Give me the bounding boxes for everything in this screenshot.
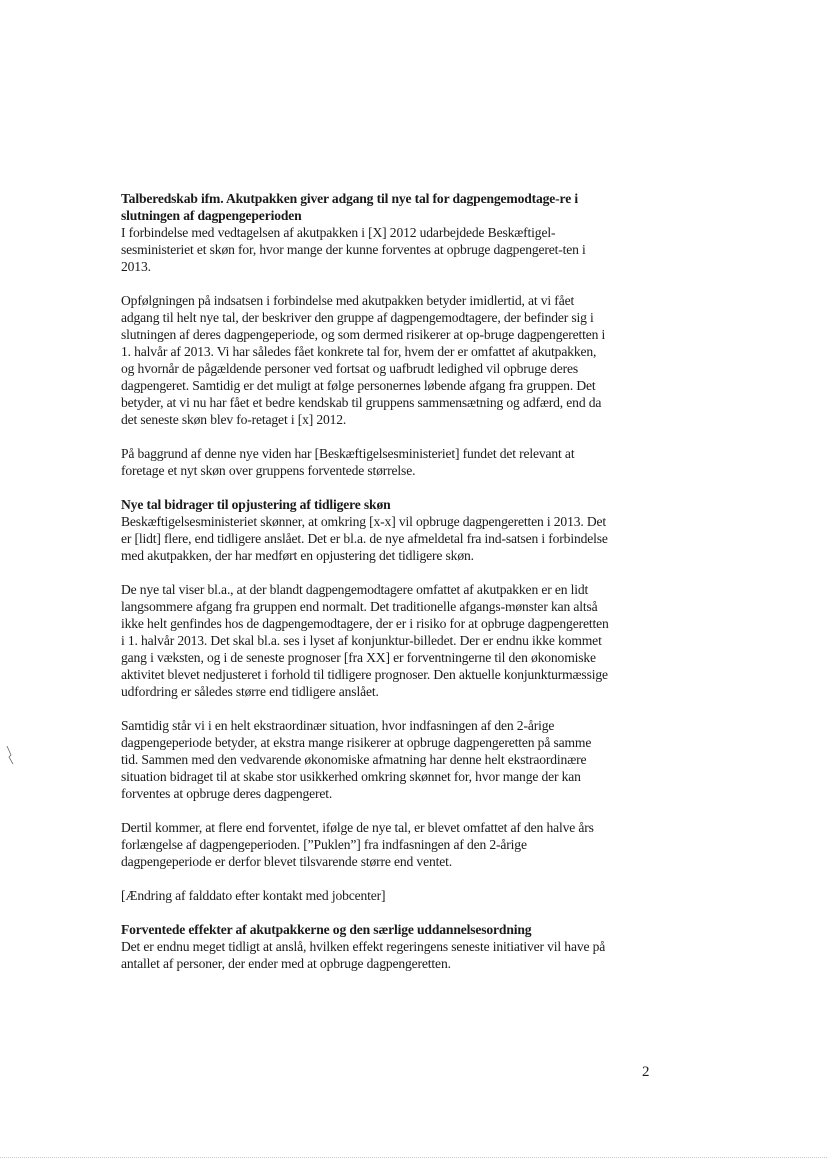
paragraph: Samtidig står vi i en helt ekstraordinær situation, hvor indfasningen af den 2-årige dagpengeperiode betyder, at ekstra mange risikerer at opbruge dagpengeretten på samme tid. Sammen med den vedvarende økonomiske afmatning har denne helt ekstraordinære situation bidraget til at skabe stor usikkerhed omkring skønnet for, hvor mange der kan forventes at opbruge deres dagpengeret. xyxy=(121,718,592,801)
paragraph: De nye tal viser bl.a., at der blandt dagpengemodtagere omfattet af akutpakken er en lidt langsommere afgang fra gruppen end normalt. Det traditionelle afgangs-mønster kan altså ikke helt genfindes hos de dagpengemodtagere, der er i risiko for at opbruge dagpengeretten i 1. halvår 2013. Det skal bl.a. ses i lyset af konjunktur-billedet. Der er endnu ikke kommet gang i væksten, og i de seneste prognoser [fra XX] er forventningerne til den økonomiske aktivitet blevet nedjusteret i forhold til tidligere prognoser. Den aktuelle konjunkturmæssige udfordring er således større end tidligere anslået. xyxy=(121,582,609,699)
section-heading: Talberedskab ifm. Akutpakken giver adgang til nye tal for dagpengemodtage-re i slutningen af dagpengeperioden xyxy=(121,191,578,223)
scan-edge-line xyxy=(0,1157,827,1158)
section-heading: Nye tal bidrager til opjustering af tidligere skøn xyxy=(121,497,391,512)
section-heading: Forventede effekter af akutpakkerne og den særlige uddannelsesordning xyxy=(121,922,532,937)
paragraph: Det er endnu meget tidligt at anslå, hvilken effekt regeringens seneste initiativer vil have på antallet af personer, der ender med at opbruge dagpengeretten. xyxy=(121,939,606,971)
paragraph: Beskæftigelsesministeriet skønner, at omkring [x-x] vil opbruge dagpengeretten i 2013. Det er [lidt] flere, end tidligere anslået. Det er bl.a. de nye afmeldetal fra ind-satsen i forbindelse med akutpakken, der har medført en opjustering det tidligere skøn. xyxy=(121,514,608,563)
bracket-note: [Ændring af falddato efter kontakt med jobcenter] xyxy=(121,888,386,903)
paragraph: Dertil kommer, at flere end forventet, ifølge de nye tal, er blevet omfattet af den halve års forlængelse af dagpengeperioden. [”Puklen”] fra indfasningen af den 2-årige dagpengeperiode er derfor blevet tilsvarende større end ventet. xyxy=(121,820,594,869)
section-talberedskab xyxy=(121,190,611,275)
section-forventede-effekter xyxy=(121,921,611,972)
paragraph: På baggrund af denne nye viden har [Beskæftigelsesministeriet] fundet det relevant at foretage et nyt skøn over gruppens forventede størrelse. xyxy=(121,446,575,478)
margin-pen-mark xyxy=(5,745,15,765)
paragraph: Opfølgningen på indsatsen i forbindelse med akutpakken betyder imidlertid, at vi fået adgang til helt nye tal, der beskriver den gruppe af dagpengemodtagere, der befinder sig i slutningen af deres dagpengeperiode, og som dermed risikerer at op-bruge dagpengeretten i 1. halvår af 2013. Vi har således fået konkrete tal for, hvem der er omfattet af akutpakken, og hvornår de pågældende personer ved fortsat og uafbrudt ledighed vil opbruge deres dagpengeret. Samtidig er det muligt at følge personernes løbende afgang fra gruppen. Det betyder, at vi nu har fået et bedre kendskab til gruppens sammensætning og adfærd, end da det seneste skøn blev fo-retaget i [x] 2012. xyxy=(121,293,606,427)
paragraph: I forbindelse med vedtagelsen af akutpakken i [X] 2012 udarbejdede Beskæftigel-sesministeriet et skøn for, hvor mange der kunne forventes at opbruge dagpengeret-ten i 2013. xyxy=(121,225,586,274)
document-body xyxy=(121,190,611,989)
section-nye-tal xyxy=(121,496,611,564)
page-number: 2 xyxy=(642,1064,650,1080)
